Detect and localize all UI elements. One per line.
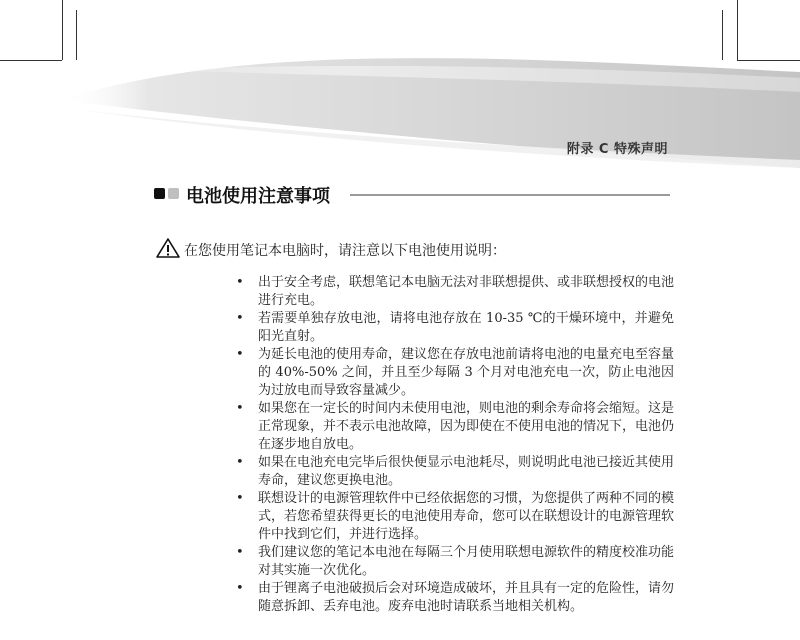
bullet-icon: • <box>236 311 244 326</box>
list-item <box>234 490 674 544</box>
bullet-icon: • <box>236 401 244 416</box>
warning-triangle-icon <box>156 238 180 258</box>
list-item <box>234 346 674 400</box>
section-title: 电池使用注意事项 <box>186 186 330 207</box>
appendix-label: 附录 C 特殊声明 <box>566 142 668 157</box>
title-square-light <box>168 188 179 199</box>
bullet-icon: • <box>236 491 244 506</box>
section-title-row <box>150 180 670 210</box>
list-item-text: 由于锂离子电池破损后会对环境造成破坏，并且具有一定的危险性，请勿随意拆卸、丢弃电池。废弃电池时请联系当地相关机构。 <box>258 581 675 614</box>
list-item <box>234 274 674 310</box>
title-square-dark <box>154 188 165 199</box>
bullet-icon: • <box>236 581 244 596</box>
title-rule <box>350 194 670 196</box>
list-item-text: 如果您在一定长的时间内未使用电池，则电池的剩余寿命将会缩短。这是正常现象，并不表示电池故障，因为即使在不使用电池的情况下，电池仍在逐步地自放电。 <box>258 401 675 452</box>
list-item <box>234 310 674 346</box>
bullet-icon: • <box>236 545 244 560</box>
list-item-text: 若需要单独存放电池，请将电池存放在 10-35 ℃的干燥环境中，并避免阳光直射。 <box>258 311 674 344</box>
battery-notes-list <box>234 274 674 616</box>
list-item <box>234 544 674 580</box>
bullet-icon: • <box>236 347 244 362</box>
bullet-icon: • <box>236 275 244 290</box>
list-item-text: 我们建议您的笔记本电池在每隔三个月使用联想电源软件的精度校准功能对其实施一次优化。 <box>258 545 675 578</box>
header-banner <box>0 0 800 175</box>
list-item-text: 如果在电池充电完毕后很快便显示电池耗尽，则说明此电池已接近其使用寿命，建议您更换电池。 <box>258 455 675 488</box>
list-item-text: 出于安全考虑，联想笔记本电脑无法对非联想提供、或非联想授权的电池进行充电。 <box>258 275 675 308</box>
list-item-text: 联想设计的电源管理软件中已经依据您的习惯，为您提供了两种不同的模式，若您希望获得更长的电池使用寿命，您可以在联想设计的电源管理软件中找到它们，并进行选择。 <box>258 491 675 542</box>
list-item <box>234 400 674 454</box>
bullet-icon: • <box>236 455 244 470</box>
warning-text: 在您使用笔记本电脑时，请注意以下电池使用说明： <box>184 243 506 259</box>
list-item <box>234 580 674 616</box>
list-item-text: 为延长电池的使用寿命，建议您在存放电池前请将电池的电量充电至容量的 40%-50% 之间，并且至少每隔 3 个月对电池充电一次，防止电池因为过放电而导致容量减少。 <box>258 347 675 398</box>
list-item <box>234 454 674 490</box>
